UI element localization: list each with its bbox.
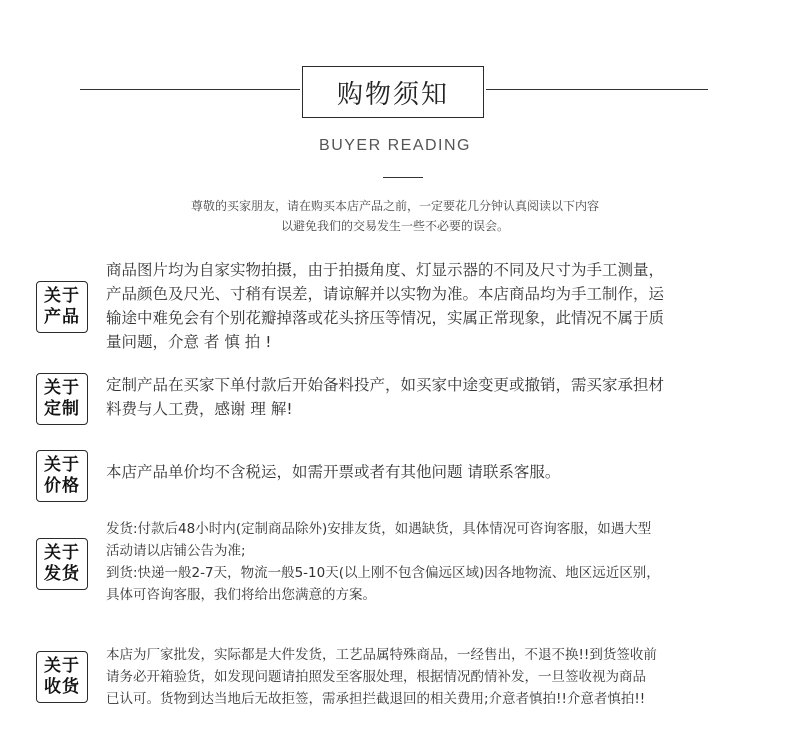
text-line: 本店为厂家批发，实际都是大件发货，工艺品属特殊商品，一经售出，不退不换!!到货签收前 xyxy=(106,647,657,663)
text-line: 发货:付款后48小时内(定制商品除外)安排友货，如遇缺货，具体情况可咨询客服，如遇大型 xyxy=(106,521,652,537)
badge-label-top: 关于 xyxy=(44,543,80,563)
badge-label-top: 关于 xyxy=(44,656,80,676)
text-line: 定制产品在买家下单付款后开始备料投产，如买家中途变更或撤销，需买家承担材 xyxy=(106,376,665,394)
section-custom-text xyxy=(106,373,756,421)
section-badge-custom xyxy=(36,373,88,425)
section-badge-product xyxy=(36,281,88,333)
subtitle-divider xyxy=(383,177,423,178)
text-line: 具体可咨询客服，我们将给出您满意的方案。 xyxy=(106,587,376,603)
text-line: 料费与人工费，感谢 理 解! xyxy=(106,400,293,418)
badge-label-bottom: 价格 xyxy=(44,476,80,496)
text-line: 产品颜色及尺光、寸稍有误差，请谅解并以实物为准。本店商品均为手工制作，运 xyxy=(106,285,665,303)
badge-label-bottom: 收货 xyxy=(44,677,80,697)
section-receiving-text xyxy=(106,644,756,710)
page-subtitle: BUYER READING xyxy=(319,137,471,154)
title-rule-right xyxy=(486,89,708,90)
section-badge-shipping xyxy=(36,538,88,590)
badge-label-top: 关于 xyxy=(44,455,80,475)
text-line: 到货:快递一般2-7天，物流一般5-10天(以上刚不包含偏远区域)因各地物流、地区远近区别， xyxy=(106,565,660,581)
page-title: 购物须知 xyxy=(302,66,484,118)
text-line: 商品图片均为自家实物拍摄，由于拍摄角度、灯显示器的不同及尺寸为手工测量， xyxy=(106,261,665,279)
text-line: 请务必开箱验货，如发现问题请拍照发至客服处理，根据情况酌情补发，一旦签收视为商品 xyxy=(106,669,646,685)
text-line: 量问题，介意 者 慎 拍 ! xyxy=(106,333,272,351)
section-badge-receiving xyxy=(36,651,88,703)
badge-label-bottom: 发货 xyxy=(44,564,80,584)
intro-line: 尊敬的买家朋友，请在购买本店产品之前，一定要花几分钟认真阅读以下内容 xyxy=(190,199,599,213)
badge-label-top: 关于 xyxy=(44,286,80,306)
text-line: 本店产品单价均不含税运，如需开票或者有其他问题 请联系客服。 xyxy=(106,463,561,481)
text-line: 已认可。货物到达当地后无故拒签，需承担拦截退回的相关费用;介意者慎拍!!介意者慎拍!! xyxy=(106,691,646,707)
text-line: 活动请以店铺公告为准; xyxy=(106,543,246,559)
section-price-text xyxy=(106,460,756,484)
title-rule-left xyxy=(80,89,300,90)
section-product-text xyxy=(106,258,756,354)
section-shipping-text xyxy=(106,518,756,606)
badge-label-top: 关于 xyxy=(44,378,80,398)
intro-line: 以避免我们的交易发生一些不必要的误会。 xyxy=(280,219,509,233)
section-badge-price xyxy=(36,450,88,502)
badge-label-bottom: 产品 xyxy=(44,307,80,327)
text-line: 输途中难免会有个别花瓣掉落或花头挤压等情况，实属正常现象，此情况不属于质 xyxy=(106,309,665,327)
badge-label-bottom: 定制 xyxy=(44,399,80,419)
